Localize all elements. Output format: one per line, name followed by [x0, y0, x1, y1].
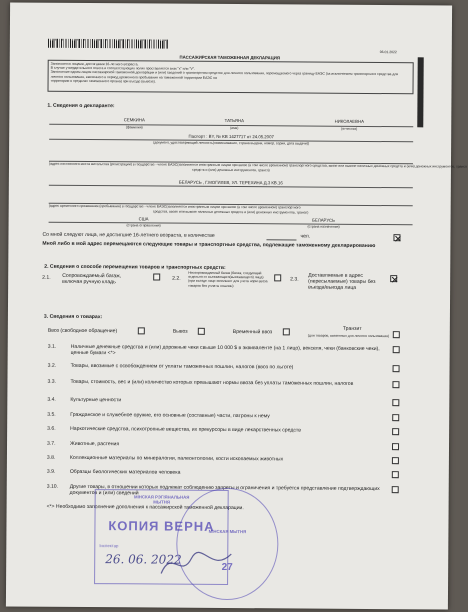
residence-caption-2: средства, ввозе или вывозе наличных денежных средств и (или) денежных инструментов, трансп) [152, 209, 309, 215]
option-2-2-label: Несопровождаемый багаж (багаж, следующий отдельно от въезжающего(выезжающего) лица) (при въезде лицо заполняет для учета норм ввоза товаров без уплаты пошлин) [188, 270, 268, 288]
goods-item-checkbox[interactable] [392, 471, 399, 478]
country-from-value: США [138, 216, 149, 222]
stamp-office-line1: МІНСКАЯ РЭГІЯНАЛЬНАЯ [133, 494, 190, 500]
goods-item-number: 3.1. [47, 343, 57, 350]
goods-item-checkbox[interactable] [392, 399, 399, 406]
goods-item-label: Наркотические средства, психотропные вещества, их прекурсоры в виде лекарственных средств [70, 425, 301, 434]
stamp-date: 26. 06. 2022 [105, 552, 182, 567]
declaration-statement: Мной либо в мой адрес перемещаются следующие товары и транспортные средства, подлежащие таможенному декларированию [42, 240, 376, 250]
mode-temporary-checkbox[interactable] [283, 328, 290, 335]
declaration-sheet [6, 2, 467, 609]
transit-caption: (для товаров, ввезенных для личного пользования) [307, 333, 390, 339]
section1-title: 1. Сведения о декларанте: [47, 102, 115, 110]
goods-item-number: 3.5. [47, 411, 56, 418]
goods-item-checkbox[interactable] [393, 365, 400, 372]
notice-line: В случае утвердительного ответа и соответствующих полях проставляется знак "х" или "V". [50, 65, 195, 71]
margin-bar [417, 57, 423, 127]
mode-transit-label: Транзит [342, 325, 362, 332]
goods-item-number: 3.10. [46, 483, 59, 490]
section2-title: 2. Сведения о способе перемещения товаров и транспортных средств: [44, 263, 226, 271]
mode-export-label: Вывоз [172, 328, 188, 335]
seal-number: 27 [221, 561, 233, 574]
minors-checkbox[interactable] [393, 234, 400, 241]
option-2-3-number: 2.3. [290, 276, 299, 283]
goods-item-checkbox[interactable] [392, 457, 399, 464]
goods-item-number: 3.9. [46, 468, 56, 475]
option-2-1-label: Сопровождаемый багаж, включая ручную кладь [62, 272, 122, 286]
goods-item-number: 3.7. [47, 440, 56, 447]
country-to-value: БЕЛАРУСЬ [312, 217, 336, 223]
copy-mark: КОПИЯ ВЕРНА [108, 518, 215, 534]
mode-export-checkbox[interactable] [198, 328, 205, 335]
name-caption: (имя) [230, 126, 239, 131]
passport-caption: (документ, удостоверяющий личность(наименование, страна выдачи, номер, серия, дата выдачи)) [153, 140, 310, 146]
goods-item-number: 3.4. [47, 396, 56, 403]
goods-item-label: Коллекционные материалы по минералогии, палеонтологии, кости ископаемых животных [69, 454, 284, 463]
goods-item-checkbox[interactable] [392, 428, 399, 435]
surname-caption: (фамилия) [125, 125, 143, 130]
section3-title: 3. Сведения о товарах: [43, 313, 103, 321]
barcode [48, 39, 168, 49]
country-to-caption: (страна назначения) [307, 224, 340, 229]
name-value: ТАТЬЯНА [224, 117, 244, 124]
signature [156, 543, 236, 584]
residence-caption: (адрес временного проживания (пребывания) в государстве - члене ЕАЭС(заполняется иностранным лицом при ввозе (в том числе временном) транспортного [48, 203, 301, 210]
goods-item-label: Товары, стоимость, вес и (или) количество которых превышают нормы ввоза без уплаты таможенных пошлин, налогов [70, 378, 354, 387]
goods-item-checkbox[interactable] [392, 381, 399, 388]
minors-count-field[interactable] [266, 233, 296, 240]
surname-value: СЕМКИНА [123, 117, 145, 123]
address-caption: (адрес постоянного места жительства (регистрации) в государстве - члене ЕАЭС(заполняется иностранным лицом при ввозе (в том числе временном) транспортного средства, ввозе или вывозе наличных денежных средств и (или) денежных инструментов, трансп [48, 161, 467, 169]
goods-item-label: Культурные ценности [70, 396, 122, 404]
goods-item-label: Образцы биологических материалов человека [69, 468, 181, 476]
seal-text: МІНСКАЯ МЫТНЯ [208, 528, 247, 535]
mode-temporary-label: Временный ввоз [232, 329, 273, 336]
stamp-date-month: 06 [128, 552, 144, 567]
minors-label: Со мной следуют лица, не достигшие 16-летнего возраста, в количестве [42, 231, 215, 239]
patronymic-caption: (отчество) [341, 126, 358, 131]
goods-item-number: 3.6. [47, 425, 56, 432]
stamp-date-year: 2022 [151, 552, 182, 567]
footnote: <*> Необходимо заполнение дополнения к пассажирской таможенной декларации. [46, 503, 244, 512]
mode-import-checkbox[interactable] [138, 327, 145, 334]
stamp-office-line2: МЫТНЯ [153, 499, 170, 505]
option-2-3-checkbox[interactable] [390, 275, 397, 282]
mode-transit-checkbox[interactable] [393, 331, 400, 338]
option-2-3-label: Доставляемые в адрес (пересылаемые) товары без въезда/выезда лица [308, 272, 376, 291]
option-2-2-number: 2.2. [172, 275, 181, 282]
goods-item-checkbox[interactable] [392, 486, 399, 493]
stamp-date-day: 26 [105, 552, 121, 567]
goods-item-checkbox[interactable] [392, 443, 399, 450]
notice-line: Заполнение одним лицом пассажирской таможенной декларации и (или) сведений о транспортном средстве для личного пользования, перемещаемого через границу ЕАЭС (за исключением транспортного средства для личного пользования, ввезенного в период временного пребывания на таможенной территории ЕАЭС на [50, 70, 399, 80]
inspector-label: Інспектар [99, 543, 119, 549]
goods-item-checkbox[interactable] [393, 346, 400, 353]
notice-line: Заполняется лицами, достигшими 16-летнего возраста. [50, 61, 139, 67]
address-value: БЕЛАРУСЬ , Г.МОГИЛЕВ, УЛ. ТЕРЕХИНА Д.3 КВ.16 [178, 179, 283, 186]
address-caption-2: средств и (или) денежных инструментов, трансп) [192, 167, 270, 173]
mode-import-label: Ввоз (свободное обращение) [47, 327, 118, 335]
option-2-2-checkbox[interactable] [274, 274, 281, 281]
goods-item-label: Наличные денежные средства и (или) дорожные чеки свыше 10 000 $ в эквиваленте (на 1 лицо), векселя, чеки (банковские чеки), ценные бумаги <*> [70, 343, 380, 357]
goods-item-label: Другие товары, в отношении которых подлежат соблюдению запреты и ограничения и требуется представление подтверждающих документов и (или) сведений [69, 483, 380, 497]
passport-value: Паспорт : BY, № KB 1427717 от 24.05.2007 [188, 133, 274, 140]
goods-item-number: 3.2. [47, 362, 57, 369]
goods-item-number: 3.8. [46, 454, 56, 461]
goods-item-label: Животные, растения [70, 440, 120, 448]
page-title: ПАССАЖИРСКАЯ ТАМОЖЕННАЯ ДЕКЛАРАЦИЯ [179, 54, 280, 61]
option-2-1-number: 2.1. [42, 274, 51, 281]
notice-line: территорию в пределах таможенного органа) при въезде (вывозе). [50, 78, 156, 84]
goods-item-number: 3.3. [47, 378, 56, 385]
country-from-caption: (страна отправления) [126, 223, 161, 228]
goods-item-label: Товары, ввозимые с освобождением от уплаты таможенных пошлин, налогов (ввоз по льготе) [70, 362, 294, 371]
goods-item-checkbox[interactable] [392, 414, 399, 421]
patronymic-value: НИКОЛАЕВНА [334, 118, 364, 124]
minors-unit: чел. [300, 233, 311, 240]
declaration-date: 06.01.2022 [379, 50, 397, 55]
instructions-box [47, 60, 413, 95]
goods-item-label: Гражданское и служебное оружие, его основные (составные) части, патроны к нему [70, 411, 270, 420]
option-2-1-checkbox[interactable] [153, 273, 160, 280]
